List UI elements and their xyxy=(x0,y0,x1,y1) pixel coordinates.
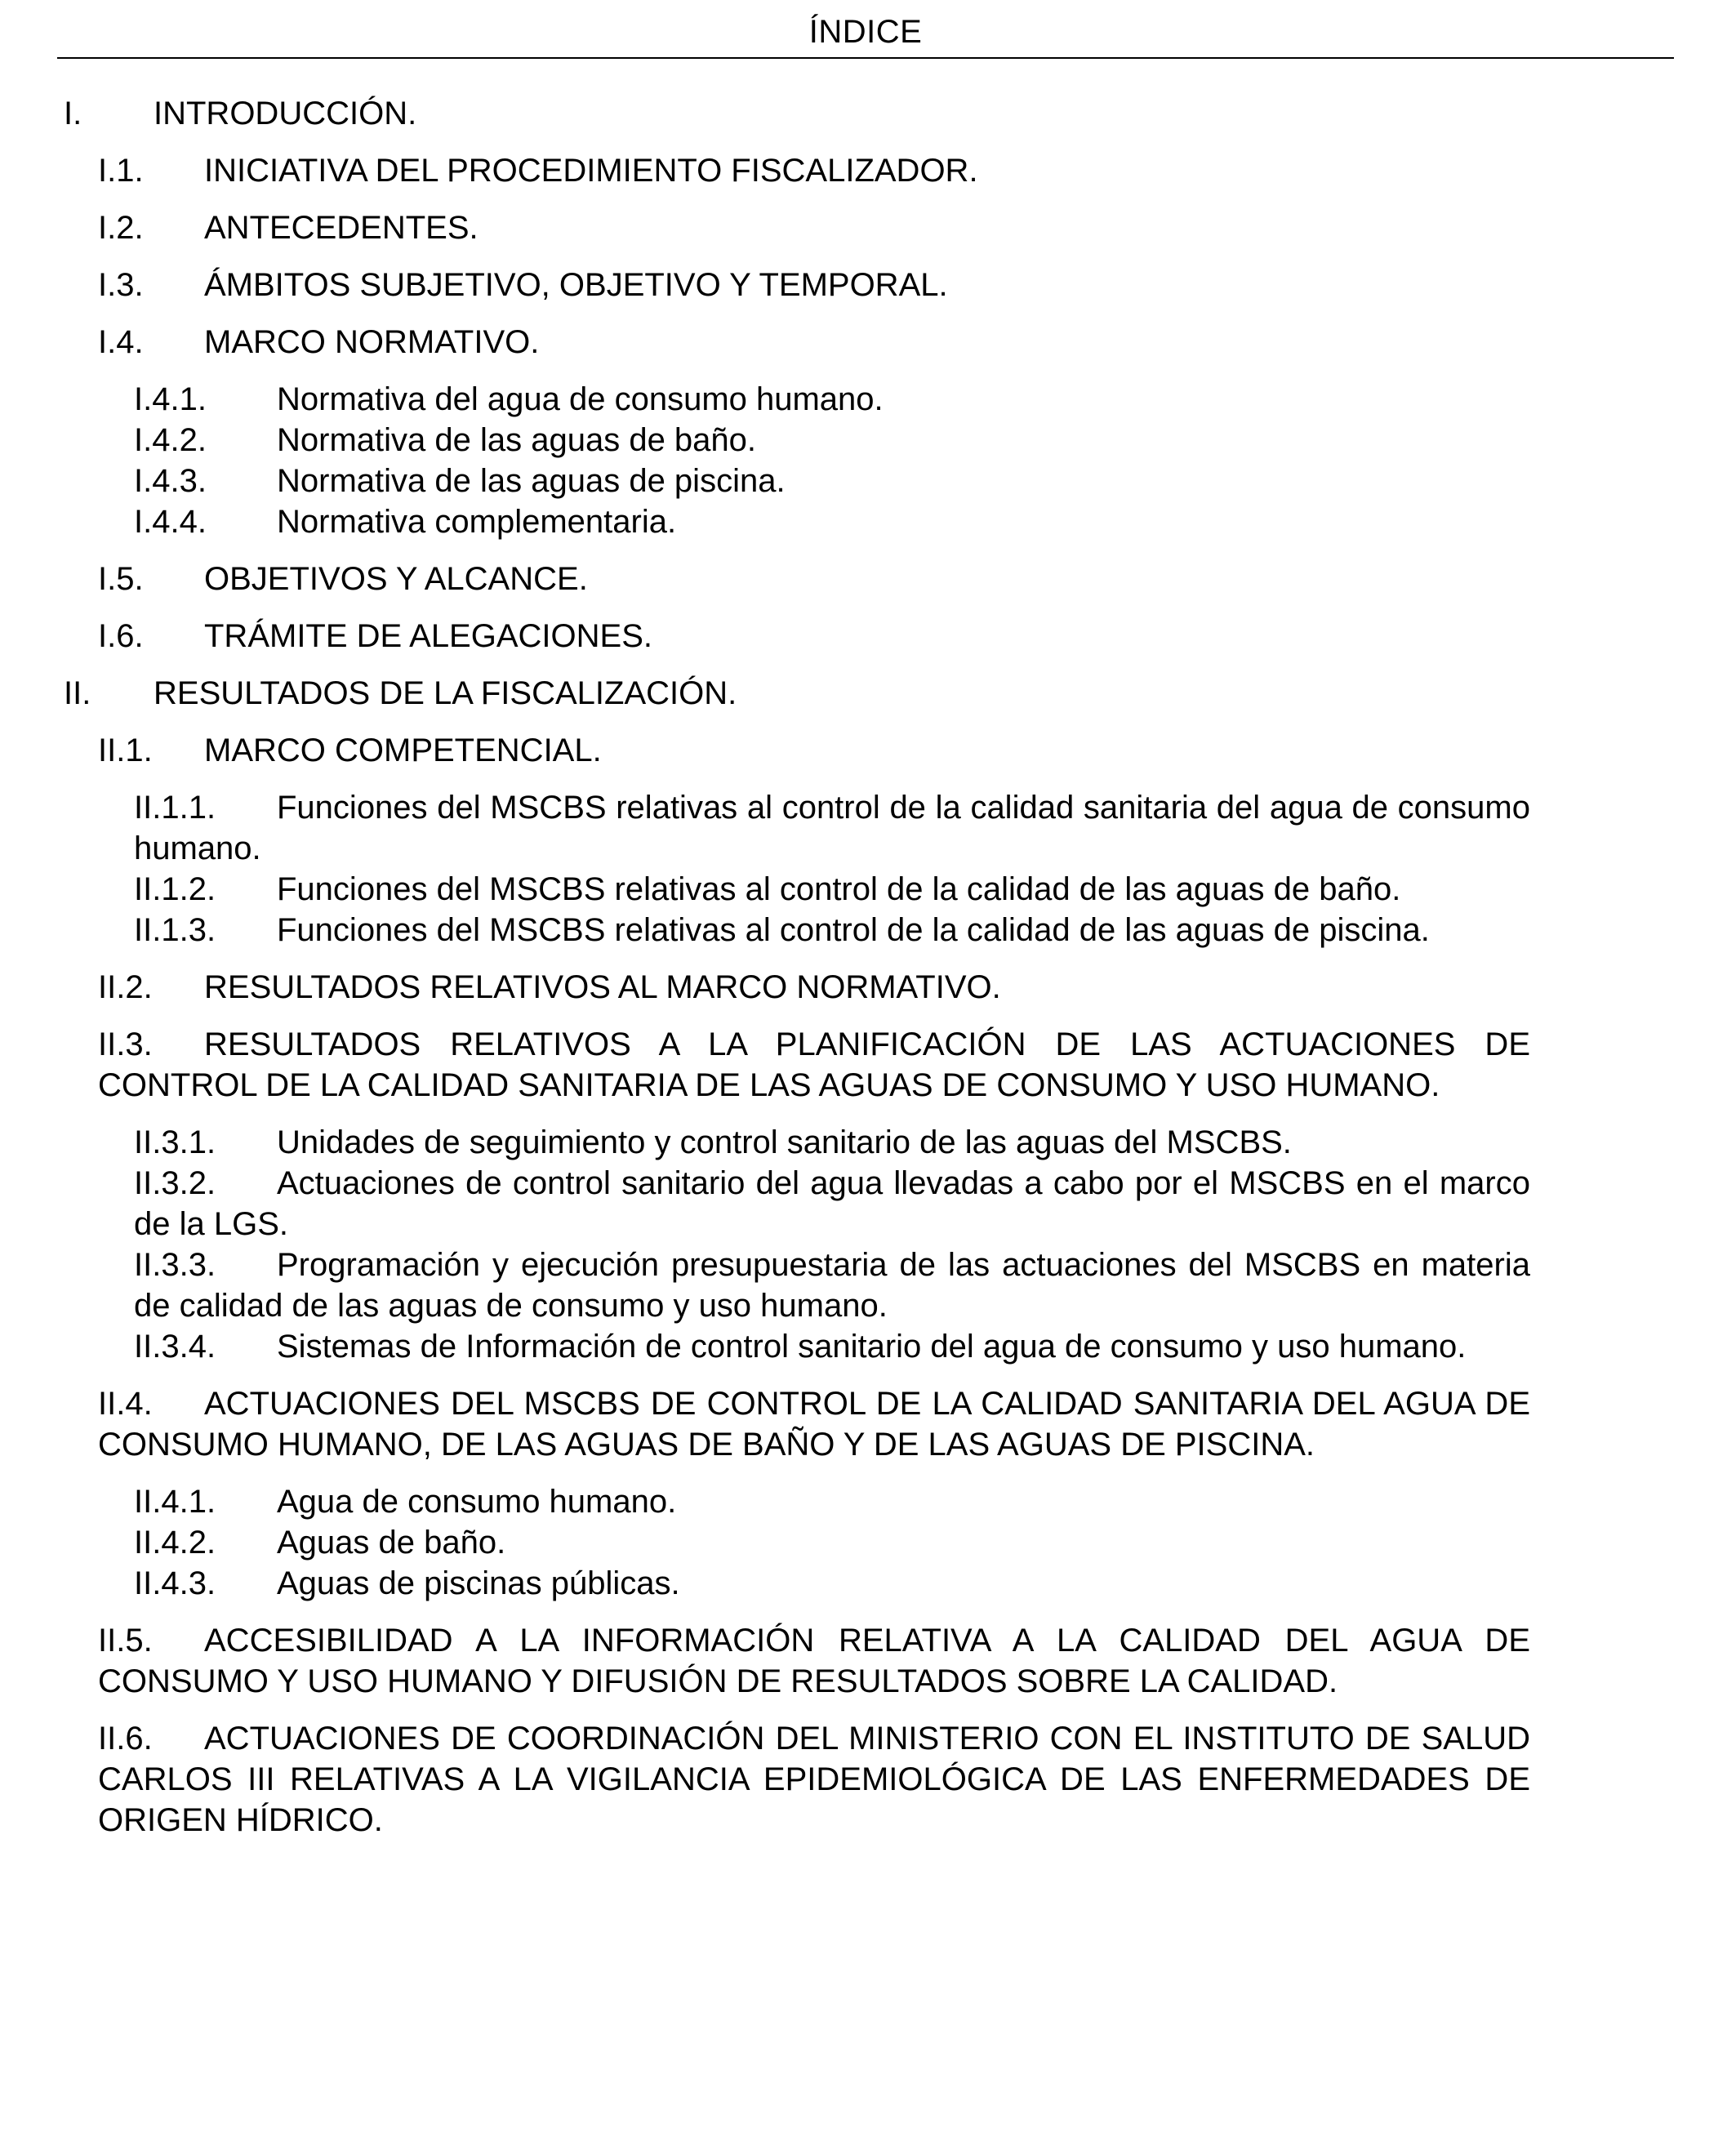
toc-entry-number: I.3. xyxy=(98,267,144,303)
toc-entry-number: II.1. xyxy=(98,732,153,768)
toc-entry-title: OBJETIVOS Y ALCANCE. xyxy=(204,561,588,597)
toc-entry[interactable] xyxy=(134,869,1530,910)
toc-entry-title: RESULTADOS DE LA FISCALIZACIÓN. xyxy=(154,675,737,711)
toc-entry-title: Normativa de las aguas de piscina. xyxy=(277,463,786,499)
toc-entry-title: MARCO COMPETENCIAL. xyxy=(204,732,602,768)
toc-entry[interactable] xyxy=(134,1163,1530,1244)
toc-entry-number: II.3.1. xyxy=(134,1124,216,1160)
toc-entry[interactable] xyxy=(134,1244,1530,1326)
toc-entry-title: RESULTADOS RELATIVOS AL MARCO NORMATIVO. xyxy=(204,969,1001,1005)
toc-entry-title: TRÁMITE DE ALEGACIONES. xyxy=(204,618,653,654)
toc-entry[interactable] xyxy=(134,1563,1736,1604)
toc-entry-number: I.4.1. xyxy=(134,381,207,417)
title-divider xyxy=(57,57,1674,59)
table-of-contents xyxy=(0,93,1736,1841)
toc-entry-number: I.4.2. xyxy=(134,422,207,458)
toc-entry[interactable] xyxy=(98,265,1736,305)
toc-entry-number: II.3. xyxy=(98,1026,153,1062)
toc-entry-number: II. xyxy=(64,675,91,711)
toc-entry[interactable] xyxy=(134,1481,1736,1522)
toc-entry-title: Aguas de baño. xyxy=(277,1525,506,1561)
toc-entry-title: Funciones del MSCBS relativas al control de la calidad sanitaria del agua de consumo humano. xyxy=(134,790,1530,866)
toc-entry-title: Normativa del agua de consumo humano. xyxy=(277,381,884,417)
toc-entry[interactable] xyxy=(134,461,1736,501)
toc-entry[interactable] xyxy=(134,910,1530,951)
toc-entry-title: RESULTADOS RELATIVOS A LA PLANIFICACIÓN DE LAS ACTUACIONES DE CONTROL DE LA CALIDAD SANITARIA DE LAS AGUAS DE CONSUMO Y USO HUMANO. xyxy=(98,1026,1530,1103)
toc-entry-title: Aguas de piscinas públicas. xyxy=(277,1565,680,1601)
toc-entry-number: I.1. xyxy=(98,153,144,189)
toc-entry-title: Actuaciones de control sanitario del agua llevadas a cabo por el MSCBS en el marco de la LGS. xyxy=(134,1165,1530,1242)
toc-entry-title: MARCO NORMATIVO. xyxy=(204,324,540,360)
toc-entry-number: II.3.2. xyxy=(134,1165,216,1201)
toc-entry[interactable] xyxy=(98,967,1736,1008)
toc-entry-number: II.1.3. xyxy=(134,912,216,948)
toc-entry[interactable] xyxy=(98,1620,1530,1702)
toc-entry[interactable] xyxy=(134,501,1736,542)
toc-entry-number: I. xyxy=(64,96,82,131)
toc-entry-number: II.3.4. xyxy=(134,1329,216,1365)
toc-entry-number: II.6. xyxy=(98,1721,153,1757)
toc-entry-number: I.4.3. xyxy=(134,463,207,499)
toc-entry[interactable] xyxy=(98,150,1736,191)
toc-entry[interactable] xyxy=(98,730,1736,771)
toc-entry-number: II.4.2. xyxy=(134,1525,216,1561)
toc-entry[interactable] xyxy=(64,673,1736,714)
toc-entry-number: II.3.3. xyxy=(134,1247,216,1283)
toc-entry[interactable] xyxy=(134,1122,1530,1163)
toc-entry-title: Normativa de las aguas de baño. xyxy=(277,422,757,458)
toc-entry-title: Funciones del MSCBS relativas al control de la calidad de las aguas de baño. xyxy=(277,871,1401,907)
toc-entry-title: Unidades de seguimiento y control sanitario de las aguas del MSCBS. xyxy=(277,1124,1292,1160)
toc-entry[interactable] xyxy=(98,1383,1530,1465)
toc-entry[interactable] xyxy=(134,1522,1736,1563)
toc-entry-number: I.4. xyxy=(98,324,144,360)
toc-entry[interactable] xyxy=(64,93,1736,134)
toc-entry-number: II.4.3. xyxy=(134,1565,216,1601)
toc-entry-number: II.1.1. xyxy=(134,790,216,826)
toc-entry-number: II.4. xyxy=(98,1386,153,1422)
toc-entry-title: INTRODUCCIÓN. xyxy=(154,96,417,131)
toc-entry[interactable] xyxy=(98,616,1736,657)
toc-entry-title: ACCESIBILIDAD A LA INFORMACIÓN RELATIVA A LA CALIDAD DEL AGUA DE CONSUMO Y USO HUMANO Y DIFUSIÓN DE RESULTADOS SOBRE LA CALIDAD. xyxy=(98,1623,1530,1699)
toc-entry[interactable] xyxy=(98,322,1736,363)
toc-entry[interactable] xyxy=(134,1326,1530,1367)
toc-entry-number: II.2. xyxy=(98,969,153,1005)
toc-entry-title: Sistemas de Información de control sanitario del agua de consumo y uso humano. xyxy=(277,1329,1467,1365)
toc-entry[interactable] xyxy=(134,420,1736,461)
toc-entry-title: Normativa complementaria. xyxy=(277,504,677,540)
toc-entry-number: II.5. xyxy=(98,1623,153,1659)
toc-entry-title: ANTECEDENTES. xyxy=(204,210,479,246)
toc-entry-title: INICIATIVA DEL PROCEDIMIENTO FISCALIZADOR. xyxy=(204,153,978,189)
toc-entry[interactable] xyxy=(134,787,1530,869)
toc-entry-number: II.1.2. xyxy=(134,871,216,907)
toc-entry-title: Funciones del MSCBS relativas al control de la calidad de las aguas de piscina. xyxy=(277,912,1430,948)
toc-entry-number: I.5. xyxy=(98,561,144,597)
toc-entry-title: ACTUACIONES DE COORDINACIÓN DEL MINISTERIO CON EL INSTITUTO DE SALUD CARLOS III RELATIVAS A LA VIGILANCIA EPIDEMIOLÓGICA DE LAS ENFERMEDADES DE ORIGEN HÍDRICO. xyxy=(98,1721,1530,1838)
toc-entry[interactable] xyxy=(98,1718,1530,1841)
toc-entry-title: ÁMBITOS SUBJETIVO, OBJETIVO Y TEMPORAL. xyxy=(204,267,948,303)
toc-entry-title: Programación y ejecución presupuestaria de las actuaciones del MSCBS en materia de calidad de las aguas de consumo y uso humano. xyxy=(134,1247,1530,1324)
toc-entry-number: I.6. xyxy=(98,618,144,654)
toc-entry-number: II.4.1. xyxy=(134,1484,216,1520)
toc-entry-title: ACTUACIONES DEL MSCBS DE CONTROL DE LA CALIDAD SANITARIA DEL AGUA DE CONSUMO HUMANO, DE LAS AGUAS DE BAÑO Y DE LAS AGUAS DE PISCINA. xyxy=(98,1386,1530,1463)
toc-entry-title: Agua de consumo humano. xyxy=(277,1484,677,1520)
toc-entry-number: I.2. xyxy=(98,210,144,246)
toc-entry-number: I.4.4. xyxy=(134,504,207,540)
toc-entry[interactable] xyxy=(98,559,1736,599)
toc-entry[interactable] xyxy=(134,379,1736,420)
toc-entry[interactable] xyxy=(98,207,1736,248)
toc-entry[interactable] xyxy=(98,1024,1530,1106)
page-title: ÍNDICE xyxy=(808,14,923,50)
